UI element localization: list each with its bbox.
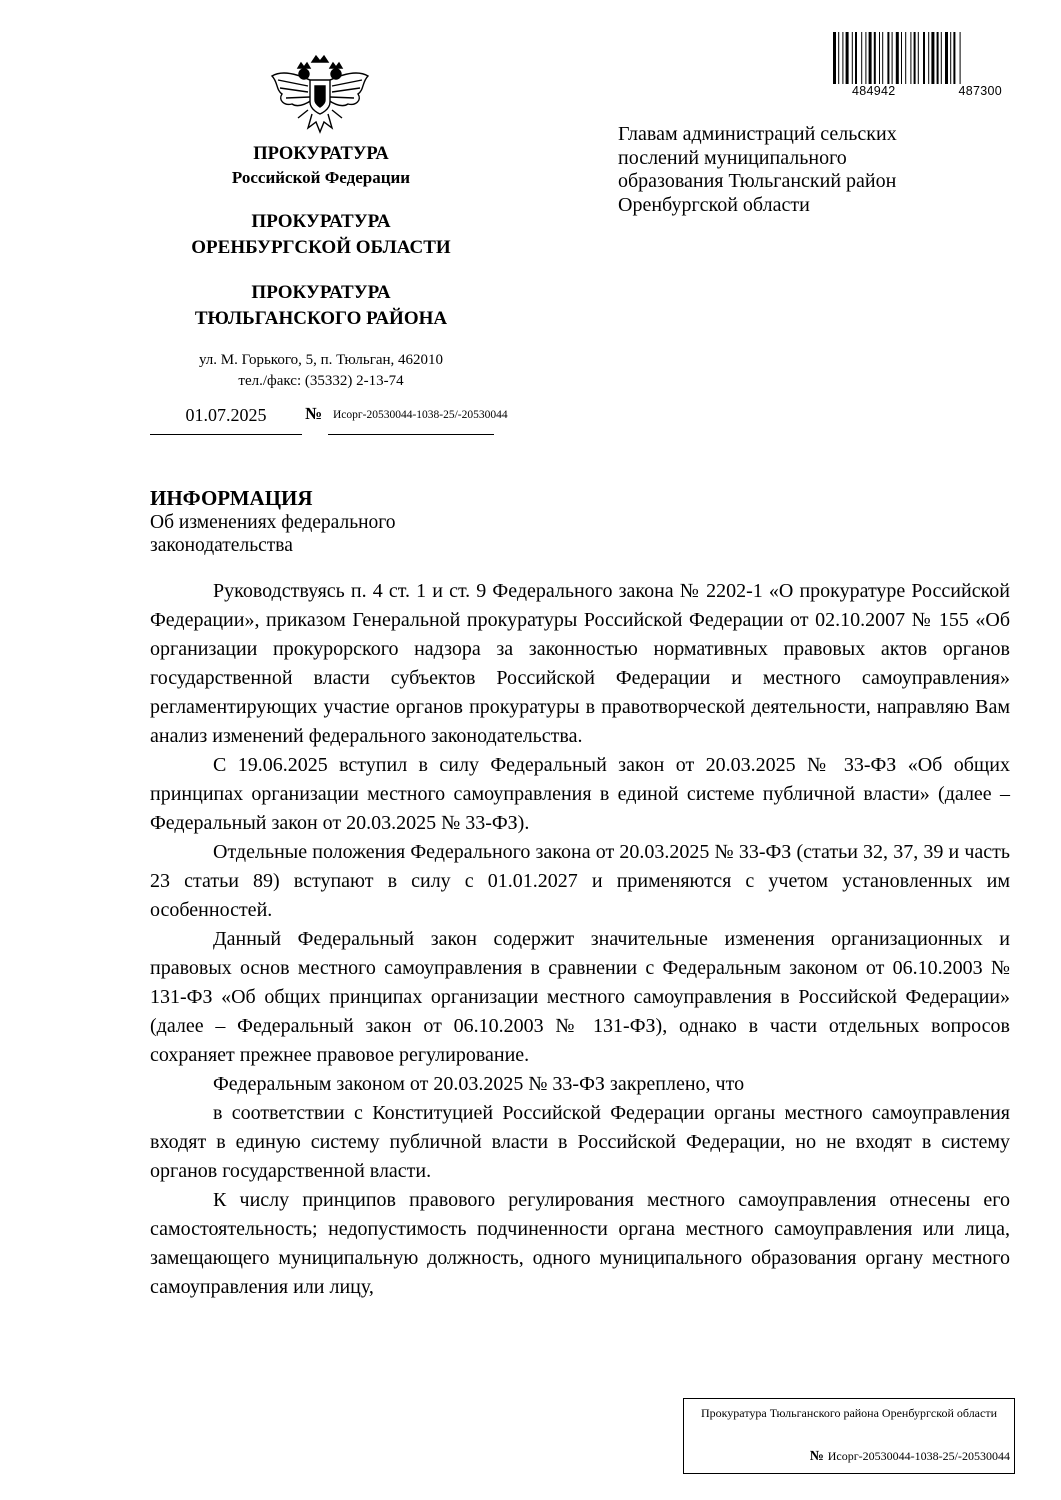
- recipient-line: послений муниципального: [618, 146, 847, 169]
- stamp-number-line: [810, 1449, 1010, 1465]
- document-date: 01.07.2025: [150, 403, 302, 435]
- organization-name: ПРОКУРАТУРА: [253, 144, 389, 164]
- organization-subname: Российской Федерации: [231, 168, 411, 187]
- organization-address: [120, 350, 522, 392]
- subtitle-line: законодательства: [150, 534, 293, 556]
- barcode-left-number: 484942: [852, 84, 896, 98]
- body-paragraph: К числу принципов правового регулирования местного самоуправления отнесены его самостоятельность; недопустимость подчиненности органа местного самоуправления или лица, замещающего муниципальную должность, одного муниципального образования органу местного самоуправления или лицу,: [150, 1189, 1010, 1298]
- barcode-right-number: 487300: [958, 84, 1002, 98]
- document-number: Исорг-20530044-1038-25/-20530044: [333, 409, 508, 421]
- barcode-numbers: [852, 84, 1002, 98]
- body-paragraph: Руководствуясь п. 4 ст. 1 и ст. 9 Федерального закона № 2202-1 «О прокуратуре Российской Федерации», приказом Генеральной прокуратуры Российской Федерации от 02.10.2007 № 155 «Об организации прокурорского надзора за законностью нормативных правовых актов органов государственной власти субъектов Российской Федерации и местного самоуправления» регламентирующих участие органов прокуратуры в правотворческой деятельности, направляю Вам анализ изменений федерального законодательства.: [150, 580, 1010, 747]
- organization-name: ПРОКУРАТУРА: [251, 282, 391, 303]
- recipient-line: Главам администраций сельских: [618, 123, 897, 145]
- coat-of-arms-emblem: [268, 52, 372, 134]
- document-body: [150, 577, 1010, 1302]
- recipient-line: Оренбургской области: [618, 193, 810, 216]
- registration-stamp: [683, 1398, 1015, 1474]
- barcode-icon: [831, 32, 1021, 84]
- body-paragraph: Федеральным законом от 20.03.2025 № 33-ФЗ закреплено, что: [213, 1073, 745, 1095]
- organization-block-district: [120, 280, 522, 332]
- address-line: ул. М. Горького, 5, п. Тюльган, 462010: [198, 352, 444, 368]
- stamp-number-sign: №: [809, 1449, 824, 1464]
- body-paragraph: Отдельные положения Федерального закона от 20.03.2025 № 33-ФЗ (статьи 32, 37, 39 и часть 23 статьи 89) вступают в силу с 01.01.2027 и применяются с учетом установленных им особенностей.: [150, 841, 1010, 921]
- document-title: ИНФОРМАЦИЯ: [150, 486, 313, 510]
- phone-fax-line: тел./факс: (35332) 2-13-74: [238, 373, 404, 389]
- stamp-organization: Прокуратура Тюльганского района Оренбургской области: [700, 1406, 997, 1420]
- subtitle-line: Об изменениях федерального: [150, 512, 396, 533]
- organization-block-region: [120, 209, 522, 261]
- number-sign: №: [305, 404, 323, 423]
- organization-name: ПРОКУРАТУРА: [251, 211, 391, 232]
- organization-subname: ОРЕНБУРГСКОЙ ОБЛАСТИ: [191, 237, 451, 258]
- recipient-line: образования Тюльганский район: [618, 170, 897, 192]
- recipient-block: [618, 123, 1018, 217]
- organization-subname: ТЮЛЬГАНСКОГО РАЙОНА: [194, 308, 448, 329]
- organization-block-russia: [120, 142, 522, 190]
- body-paragraph: в соответствии с Конституцией Российской Федерации органы местного самоуправления входят в единую систему публичной власти в Российской Федерации, но не входят в систему органов государственной власти.: [150, 1102, 1010, 1182]
- body-paragraph: Данный Федеральный закон содержит значительные изменения организационных и правовых основ местного самоуправления в сравнении с Федеральным законом от 06.10.2003 № 131-ФЗ «Об общих принципах организации местного самоуправления в Российской Федерации» (далее – Федеральный закон от 06.10.2003 № 131-ФЗ), однако в части отдельных вопросов сохраняет прежнее правовое регулирование.: [150, 928, 1010, 1066]
- body-paragraph: С 19.06.2025 вступил в силу Федеральный закон от 20.03.2025 № 33-ФЗ «Об общих принципах организации местного самоуправления в единой системе публичной власти» (далее – Федеральный закон от 20.03.2025 № 33-ФЗ).: [150, 754, 1010, 834]
- document-subtitle: [150, 512, 490, 557]
- stamp-number: Исорг-20530044-1038-25/-20530044: [827, 1449, 1010, 1463]
